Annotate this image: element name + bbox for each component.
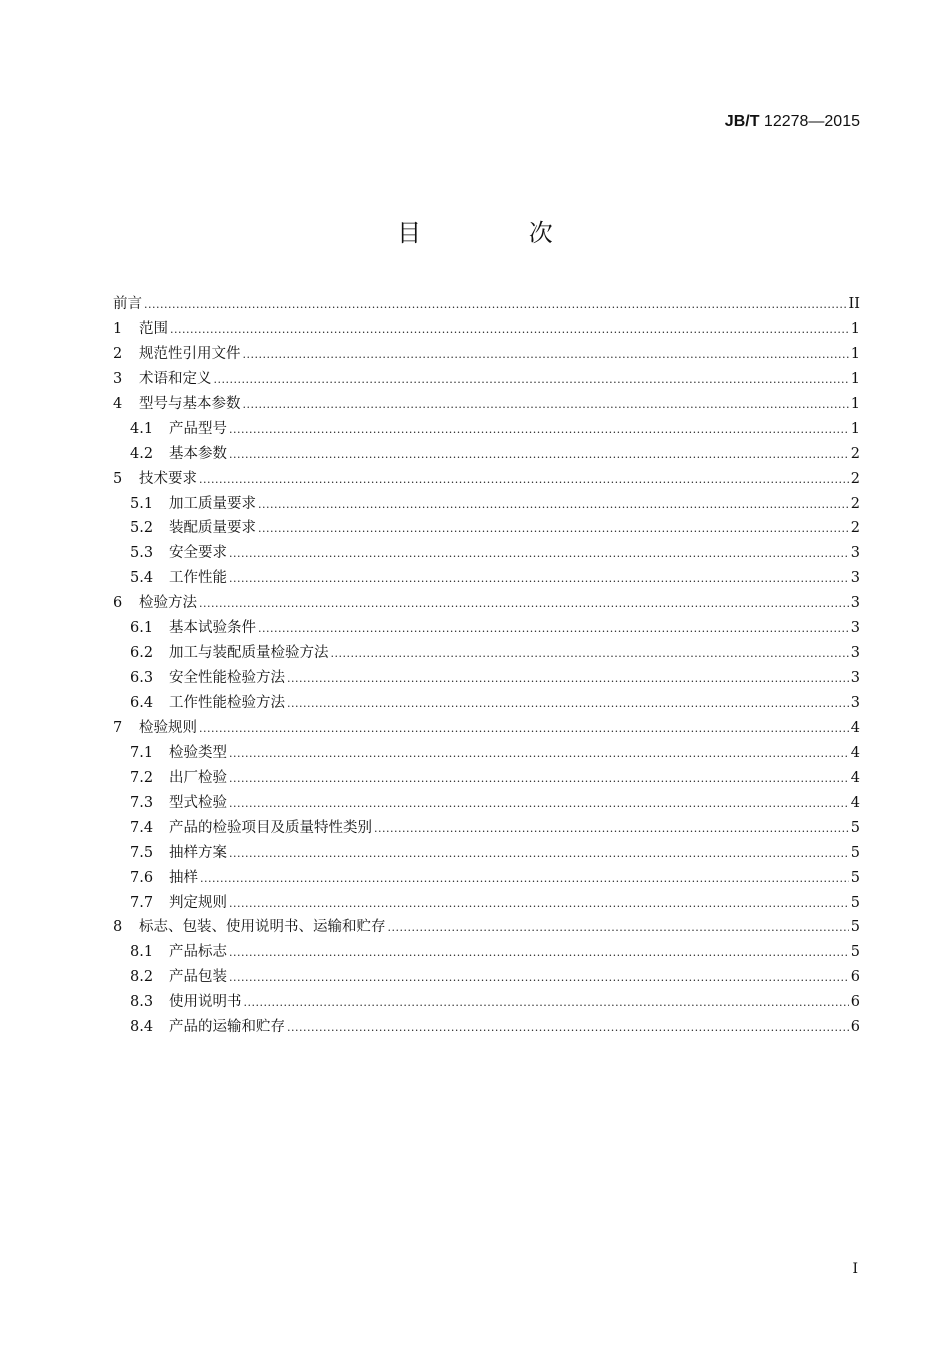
toc-entry-label: 产品包装 [169, 969, 227, 986]
toc-entry-number: 1 [113, 320, 123, 337]
toc-entry-number: 7 [113, 719, 123, 736]
toc-entry-label: 出厂检验 [169, 769, 227, 786]
toc-entry-page: 2 [850, 445, 860, 462]
toc-entry-number: 8.4 [130, 1019, 154, 1036]
toc-entry[interactable] [113, 741, 860, 766]
toc-dot-leader [199, 592, 849, 617]
toc-entry[interactable] [113, 392, 860, 417]
toc-entry-label: 基本试验条件 [169, 620, 256, 637]
toc-entry-page: 3 [850, 570, 860, 587]
toc-dot-leader [229, 742, 849, 767]
toc-dot-leader [287, 1016, 849, 1041]
toc-entry[interactable] [113, 541, 860, 566]
toc-entry-label: 前言 [113, 296, 142, 312]
toc-dot-leader [388, 916, 849, 941]
toc-entry-label: 规范性引用文件 [139, 345, 241, 362]
toc-dot-leader [199, 468, 849, 493]
toc-entry-number: 7.6 [130, 869, 154, 886]
page-number: I [852, 1261, 858, 1277]
toc-entry-page: 5 [850, 894, 860, 911]
toc-dot-leader [258, 617, 849, 642]
toc-dot-leader [229, 792, 849, 817]
toc-entry-number: 5.2 [130, 520, 154, 537]
toc-entry-page: 1 [850, 395, 860, 412]
toc-dot-leader [287, 667, 849, 692]
toc-entry-label: 术语和定义 [139, 370, 212, 387]
page-title: 目 次 [397, 219, 603, 247]
toc-entry[interactable] [113, 766, 860, 791]
toc-entry-page: 4 [850, 769, 860, 786]
toc-entry[interactable] [113, 915, 860, 940]
toc-dot-leader [229, 443, 849, 468]
toc-entry-label: 产品的运输和贮存 [169, 1019, 285, 1036]
toc-entry-page: II [848, 296, 860, 312]
toc-entry-page: 1 [850, 370, 860, 387]
toc-entry-page: 3 [850, 620, 860, 637]
toc-entry[interactable] [113, 940, 860, 965]
toc-entry-number: 5.1 [130, 495, 154, 512]
toc-dot-leader [229, 842, 849, 867]
toc-dot-leader [243, 343, 849, 368]
toc-entry-label: 工作性能 [169, 570, 227, 587]
toc-entry-number: 7.2 [130, 769, 154, 786]
toc-entry[interactable] [113, 566, 860, 591]
toc-entry-page: 6 [850, 969, 860, 986]
toc-entry-label: 加工与装配质量检验方法 [169, 645, 329, 662]
toc-entry-page: 5 [850, 944, 860, 961]
toc-entry-label: 检验规则 [139, 719, 197, 736]
toc-entry-label: 装配质量要求 [169, 520, 256, 537]
toc-entry-number: 8 [113, 919, 123, 936]
toc-entry-page: 3 [850, 695, 860, 711]
toc-entry[interactable] [113, 965, 860, 990]
toc-entry-number: 7.1 [130, 744, 154, 761]
toc-entry-number: 7.4 [130, 819, 154, 836]
toc-entry-label: 判定规则 [169, 894, 227, 911]
toc-entry-label: 加工质量要求 [169, 495, 256, 512]
toc-entry-page: 1 [850, 320, 860, 337]
standard-code-prefix: JB/T [724, 113, 760, 130]
toc-dot-leader [374, 817, 849, 842]
toc-entry-number: 8.3 [130, 994, 154, 1011]
toc-entry-page: 6 [850, 994, 860, 1011]
toc-dot-leader [229, 567, 849, 592]
toc-dot-leader [258, 517, 849, 542]
toc-entry-label: 工作性能检验方法 [169, 695, 285, 711]
toc-entry-number: 4.2 [130, 445, 154, 462]
toc-dot-leader [229, 892, 849, 917]
toc-entry[interactable] [113, 866, 860, 891]
toc-entry-label: 技术要求 [139, 470, 197, 487]
toc-entry-page: 4 [850, 794, 860, 811]
toc-entry-label: 检验类型 [169, 744, 227, 761]
toc-dot-leader [229, 767, 849, 792]
standard-code [725, 113, 860, 131]
standard-code-number: 12278—2015 [759, 113, 860, 130]
toc-entry-label: 安全要求 [169, 545, 227, 562]
toc-entry-page: 1 [850, 345, 860, 362]
toc-entry-page: 2 [850, 470, 860, 487]
toc-entry-page: 1 [850, 420, 860, 437]
toc-entry[interactable] [113, 791, 860, 816]
toc-dot-leader [200, 867, 849, 892]
toc-dot-leader [144, 293, 847, 318]
toc-entry-page: 3 [850, 545, 860, 562]
toc-entry-page: 5 [850, 844, 860, 861]
toc-entry-page: 3 [850, 645, 860, 662]
toc-entry-number: 5 [113, 470, 123, 487]
toc-entry-label: 标志、包装、使用说明书、运输和贮存 [139, 919, 386, 936]
toc-entry-number: 2 [113, 345, 123, 362]
toc-entry[interactable] [113, 492, 860, 517]
toc-dot-leader [229, 542, 849, 567]
toc-entry-number: 7.3 [130, 794, 154, 811]
toc-entry-label: 产品型号 [169, 420, 227, 437]
toc-entry[interactable] [113, 367, 860, 392]
toc-entry[interactable] [113, 641, 860, 666]
toc-entry[interactable] [113, 442, 860, 467]
toc-entry-page: 5 [850, 869, 860, 886]
toc-entry-page: 3 [850, 670, 860, 687]
toc-entry-label: 抽样方案 [169, 844, 227, 861]
toc-entry[interactable] [113, 891, 860, 916]
toc-entry[interactable] [113, 666, 860, 691]
toc-entry-label: 抽样 [169, 869, 198, 886]
toc-entry-label: 型式检验 [169, 794, 227, 811]
toc-entry-label: 产品标志 [169, 944, 227, 961]
toc-entry[interactable] [113, 841, 860, 866]
toc-dot-leader [170, 318, 849, 343]
toc-entry-number: 7.7 [130, 894, 154, 911]
toc-entry-number: 8.2 [130, 969, 154, 986]
toc-entry-label: 产品的检验项目及质量特性类别 [169, 819, 372, 836]
toc-entry-number: 5.3 [130, 545, 154, 562]
table-of-contents [113, 292, 860, 1040]
toc-entry[interactable] [113, 516, 860, 541]
toc-entry[interactable] [113, 417, 860, 442]
toc-entry[interactable] [113, 716, 860, 741]
toc-dot-leader [331, 642, 849, 667]
toc-entry-number: 7.5 [130, 844, 154, 861]
toc-entry-number: 3 [113, 370, 123, 387]
toc-entry-number: 4.1 [130, 420, 154, 437]
toc-entry-number: 8.1 [130, 944, 154, 961]
toc-entry[interactable] [113, 342, 860, 367]
toc-dot-leader [214, 368, 849, 393]
toc-entry-page: 4 [850, 719, 860, 736]
toc-entry[interactable] [113, 1015, 860, 1040]
toc-dot-leader [244, 991, 849, 1016]
toc-entry-number: 6.4 [130, 695, 154, 711]
toc-entry-number: 5.4 [130, 570, 154, 587]
toc-entry[interactable] [113, 317, 860, 342]
toc-entry-page: 2 [850, 520, 860, 537]
toc-entry-label: 检验方法 [139, 595, 197, 612]
toc-dot-leader [199, 717, 849, 742]
toc-entry[interactable] [113, 467, 860, 492]
toc-dot-leader [287, 692, 849, 717]
toc-entry-label: 使用说明书 [169, 994, 242, 1011]
toc-dot-leader [229, 418, 849, 443]
toc-entry-number: 4 [113, 395, 123, 412]
toc-entry-page: 6 [850, 1019, 860, 1036]
toc-entry-number: 6.3 [130, 670, 154, 687]
toc-entry-page: 3 [850, 595, 860, 612]
toc-entry[interactable] [113, 292, 860, 317]
toc-entry-page: 4 [850, 744, 860, 761]
toc-entry-label: 范围 [139, 320, 168, 337]
toc-entry[interactable] [113, 816, 860, 841]
toc-entry[interactable] [113, 990, 860, 1015]
toc-entry[interactable] [113, 616, 860, 641]
toc-entry-page: 2 [850, 495, 860, 512]
toc-entry-label: 基本参数 [169, 445, 227, 462]
toc-entry-page: 5 [850, 919, 860, 936]
toc-entry-number: 6 [113, 595, 123, 612]
toc-entry[interactable] [113, 591, 860, 616]
toc-entry-page: 5 [850, 819, 860, 836]
toc-dot-leader [243, 393, 849, 418]
toc-dot-leader [229, 941, 849, 966]
toc-entry[interactable] [113, 691, 860, 716]
toc-entry-label: 型号与基本参数 [139, 395, 241, 412]
toc-entry-label: 安全性能检验方法 [169, 670, 285, 687]
toc-dot-leader [229, 966, 849, 991]
toc-entry-number: 6.1 [130, 620, 154, 637]
toc-dot-leader [258, 493, 849, 518]
toc-entry-number: 6.2 [130, 645, 154, 662]
